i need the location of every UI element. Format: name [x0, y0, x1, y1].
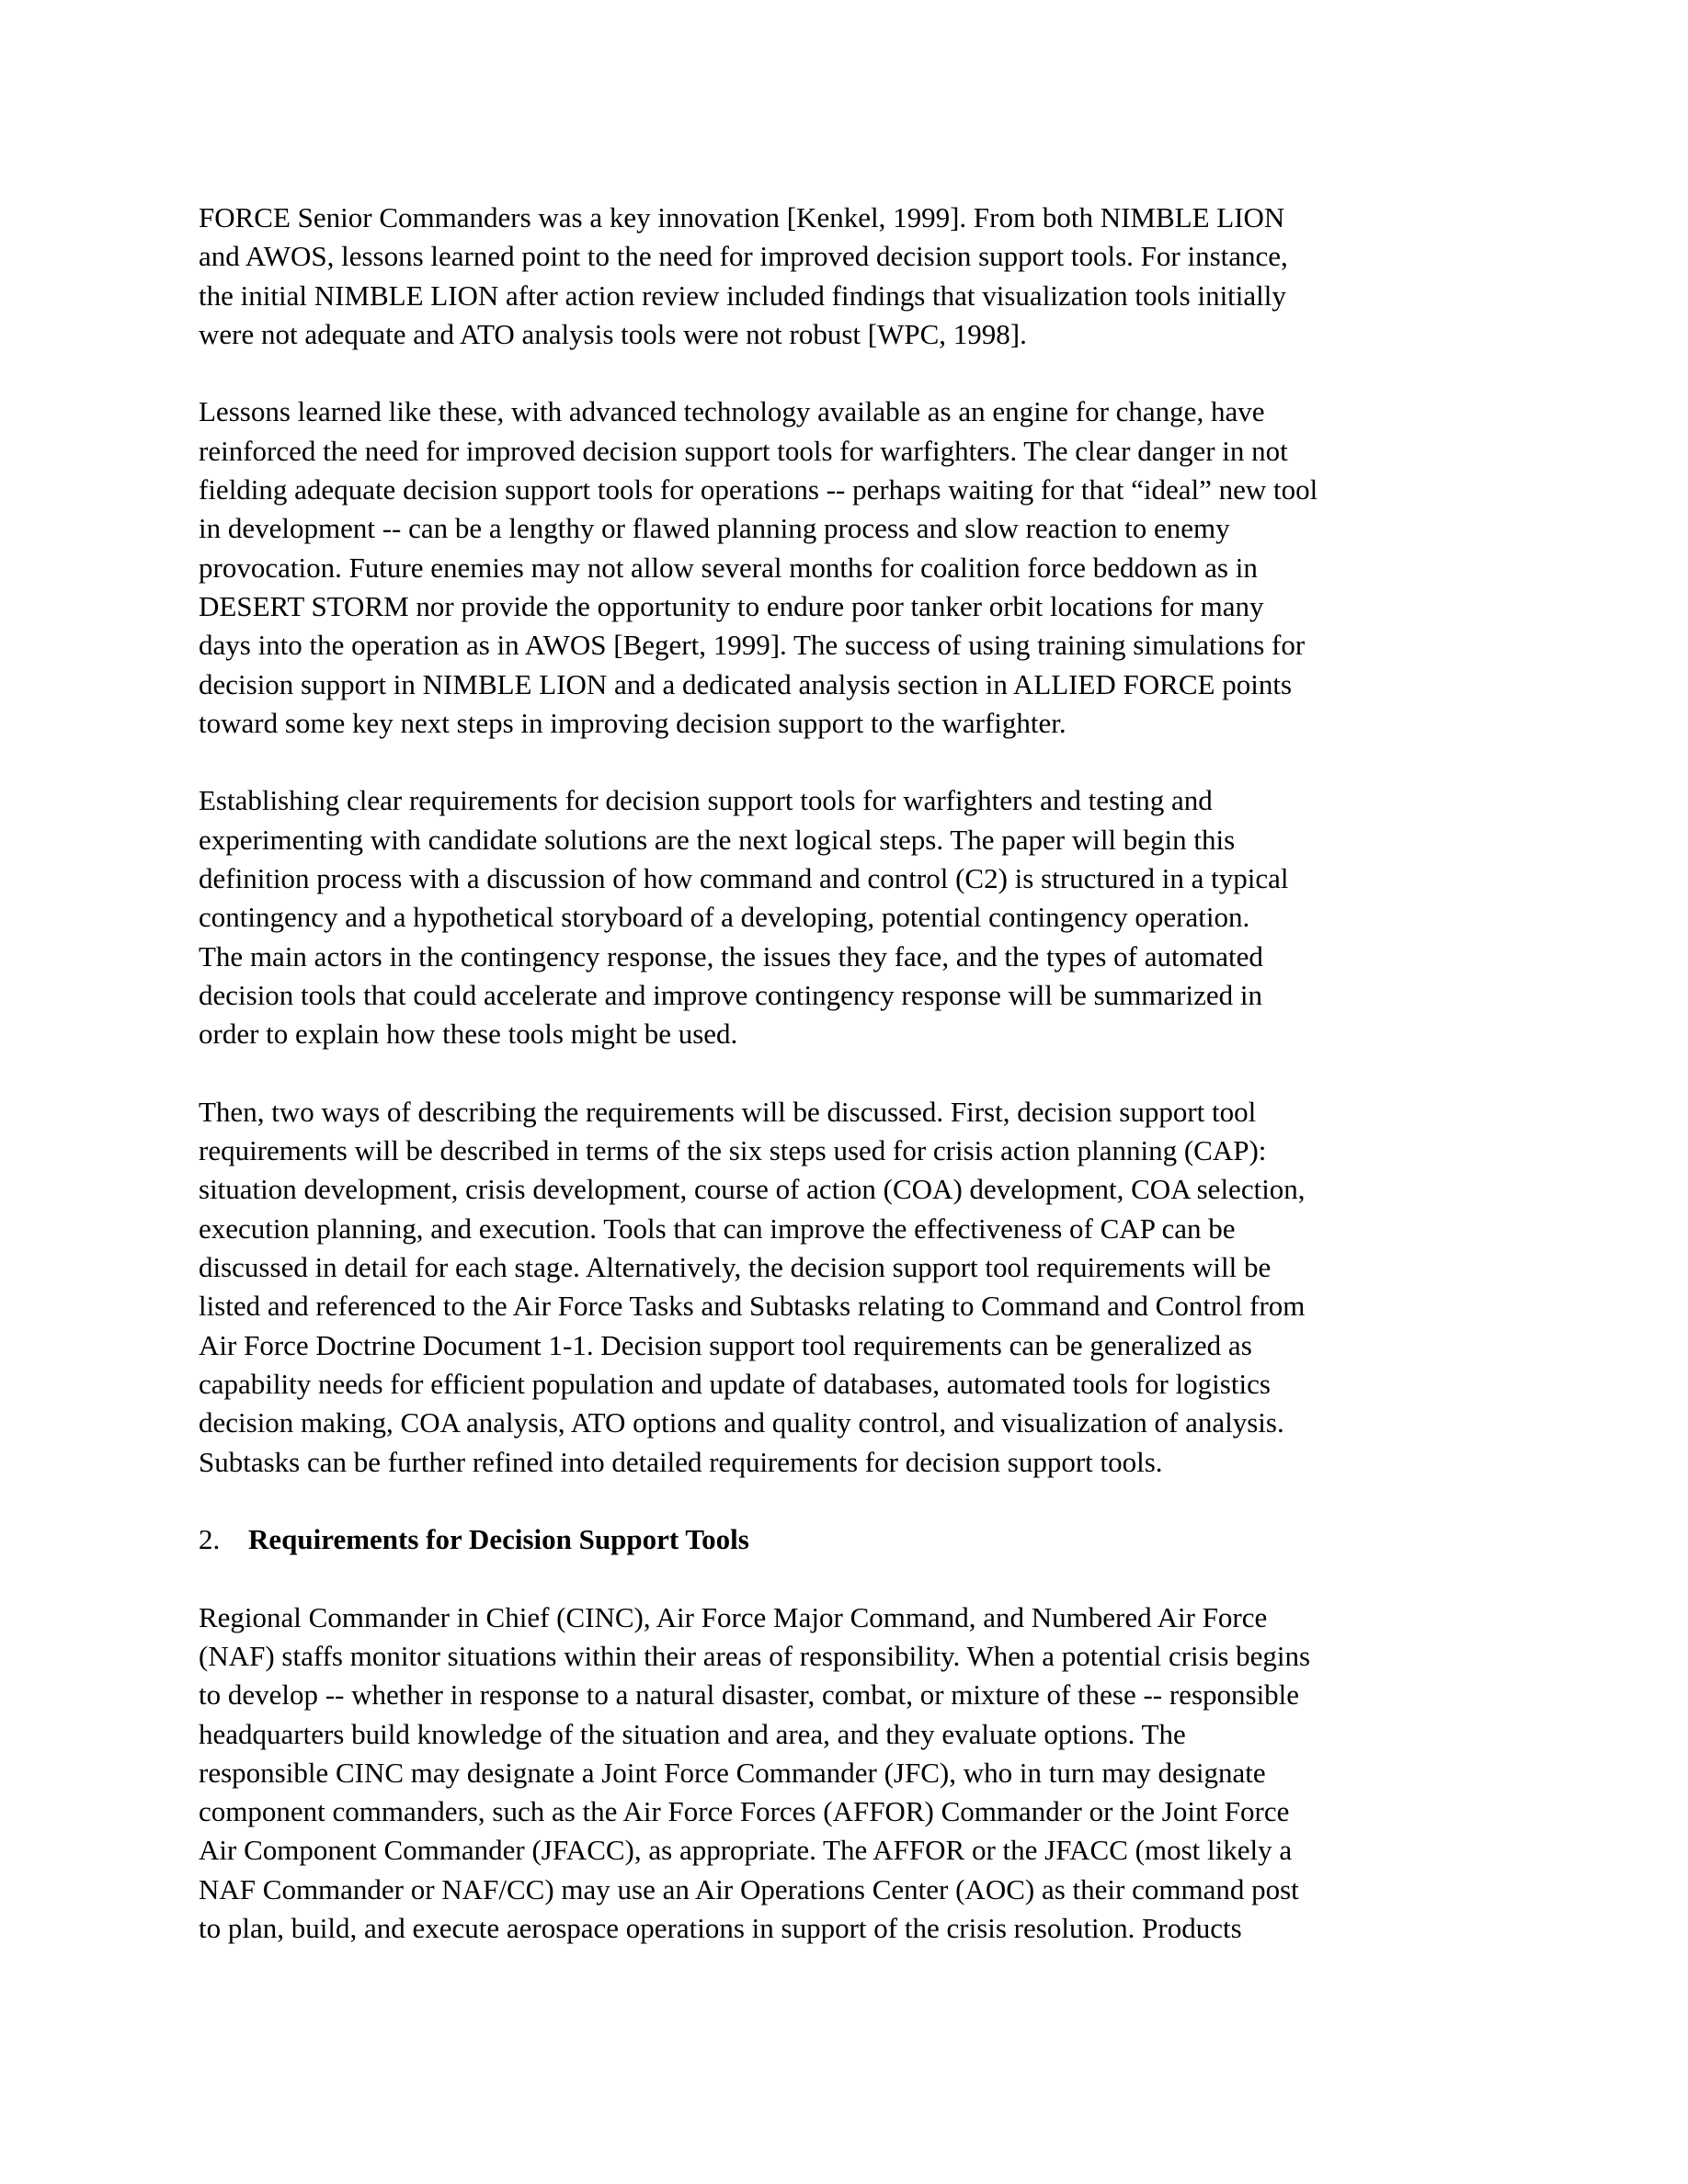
- text-line: contingency and a hypothetical storyboard of a developing, potential contingency operation.: [199, 901, 1250, 934]
- text-line: provocation. Future enemies may not allow several months for coalition force beddown as in: [199, 551, 1258, 584]
- text-line: listed and referenced to the Air Force Tasks and Subtasks relating to Command and Control from: [199, 1290, 1306, 1323]
- paragraph-3: [199, 781, 1495, 1053]
- text-line: decision making, COA analysis, ATO options and quality control, and visualization of analysis.: [199, 1406, 1284, 1439]
- text-line: headquarters build knowledge of the situation and area, and they evaluate options. The: [199, 1717, 1186, 1750]
- text-line: order to explain how these tools might be used.: [199, 1018, 738, 1051]
- text-line: reinforced the need for improved decision support tools for warfighters. The clear danger in not: [199, 434, 1288, 467]
- text-line: decision tools that could accelerate and improve contingency response will be summarized in: [199, 978, 1262, 1011]
- text-line: The main actors in the contingency response, the issues they face, and the types of automated: [199, 939, 1263, 973]
- section-title: Requirements for Decision Support Tools: [248, 1523, 749, 1556]
- text-line: toward some key next steps in improving decision support to the warfighter.: [199, 706, 1066, 739]
- text-line: Air Component Commander (JFACC), as appropriate. The AFFOR or the JFACC (most likely a: [199, 1834, 1293, 1867]
- text-line: to develop -- whether in response to a natural disaster, combat, or mixture of these -- responsible: [199, 1678, 1300, 1712]
- text-line: experimenting with candidate solutions are the next logical steps. The paper will begin this: [199, 823, 1236, 856]
- text-line: were not adequate and ATO analysis tools were not robust [WPC, 1998].: [199, 317, 1027, 350]
- text-line: and AWOS, lessons learned point to the need for improved decision support tools. For instance,: [199, 240, 1288, 273]
- text-line: situation development, crisis development, course of action (COA) development, COA selection,: [199, 1173, 1306, 1206]
- paragraph-5: [199, 1598, 1495, 1949]
- text-line: FORCE Senior Commanders was a key innovation [Kenkel, 1999]. From both NIMBLE LION: [199, 201, 1285, 233]
- text-line: component commanders, such as the Air Force Forces (AFFOR) Commander or the Joint Force: [199, 1795, 1290, 1828]
- paragraph-1: [199, 199, 1495, 354]
- text-line: Then, two ways of describing the requirements will be discussed. First, decision support tool: [199, 1095, 1257, 1128]
- text-line: to plan, build, and execute aerospace operations in support of the crisis resolution. Products: [199, 1912, 1242, 1945]
- text-line: Regional Commander in Chief (CINC), Air Force Major Command, and Numbered Air Force: [199, 1600, 1268, 1633]
- text-line: Lessons learned like these, with advanced technology available as an engine for change, have: [199, 395, 1265, 428]
- document-body: [199, 199, 1495, 1987]
- text-line: fielding adequate decision support tools for operations -- perhaps waiting for that “ideal” new tool: [199, 473, 1318, 506]
- text-line: Subtasks can be further refined into detailed requirements for decision support tools.: [199, 1445, 1163, 1478]
- text-line: (NAF) staffs monitor situations within their areas of responsibility. When a potential crisis begins: [199, 1639, 1311, 1672]
- text-line: the initial NIMBLE LION after action review included findings that visualization tools initially: [199, 279, 1286, 312]
- text-line: in development -- can be a lengthy or flawed planning process and slow reaction to enemy: [199, 512, 1230, 545]
- text-line: Establishing clear requirements for decision support tools for warfighters and testing and: [199, 784, 1213, 817]
- text-line: requirements will be described in terms of the six steps used for crisis action planning (CAP):: [199, 1134, 1267, 1167]
- text-line: DESERT STORM nor provide the opportunity to endure poor tanker orbit locations for many: [199, 589, 1264, 622]
- text-line: Air Force Doctrine Document 1-1. Decision support tool requirements can be generalized as: [199, 1328, 1252, 1361]
- text-line: responsible CINC may designate a Joint Force Commander (JFC), who in turn may designate: [199, 1756, 1266, 1789]
- section-heading: [199, 1520, 1495, 1559]
- text-line: definition process with a discussion of how command and control (C2) is structured in a typical: [199, 862, 1289, 895]
- text-line: decision support in NIMBLE LION and a dedicated analysis section in ALLIED FORCE points: [199, 667, 1293, 700]
- section-number: 2.: [199, 1523, 221, 1556]
- paragraph-2: [199, 392, 1495, 743]
- paragraph-4: [199, 1093, 1495, 1482]
- text-line: capability needs for efficient population and update of databases, automated tools for logistics: [199, 1367, 1271, 1400]
- text-line: discussed in detail for each stage. Alternatively, the decision support tool requirements will be: [199, 1251, 1272, 1284]
- text-line: NAF Commander or NAF/CC) may use an Air Operations Center (AOC) as their command post: [199, 1872, 1299, 1905]
- text-line: execution planning, and execution. Tools that can improve the effectiveness of CAP can be: [199, 1211, 1236, 1245]
- text-line: days into the operation as in AWOS [Begert, 1999]. The success of using training simulations for: [199, 629, 1306, 662]
